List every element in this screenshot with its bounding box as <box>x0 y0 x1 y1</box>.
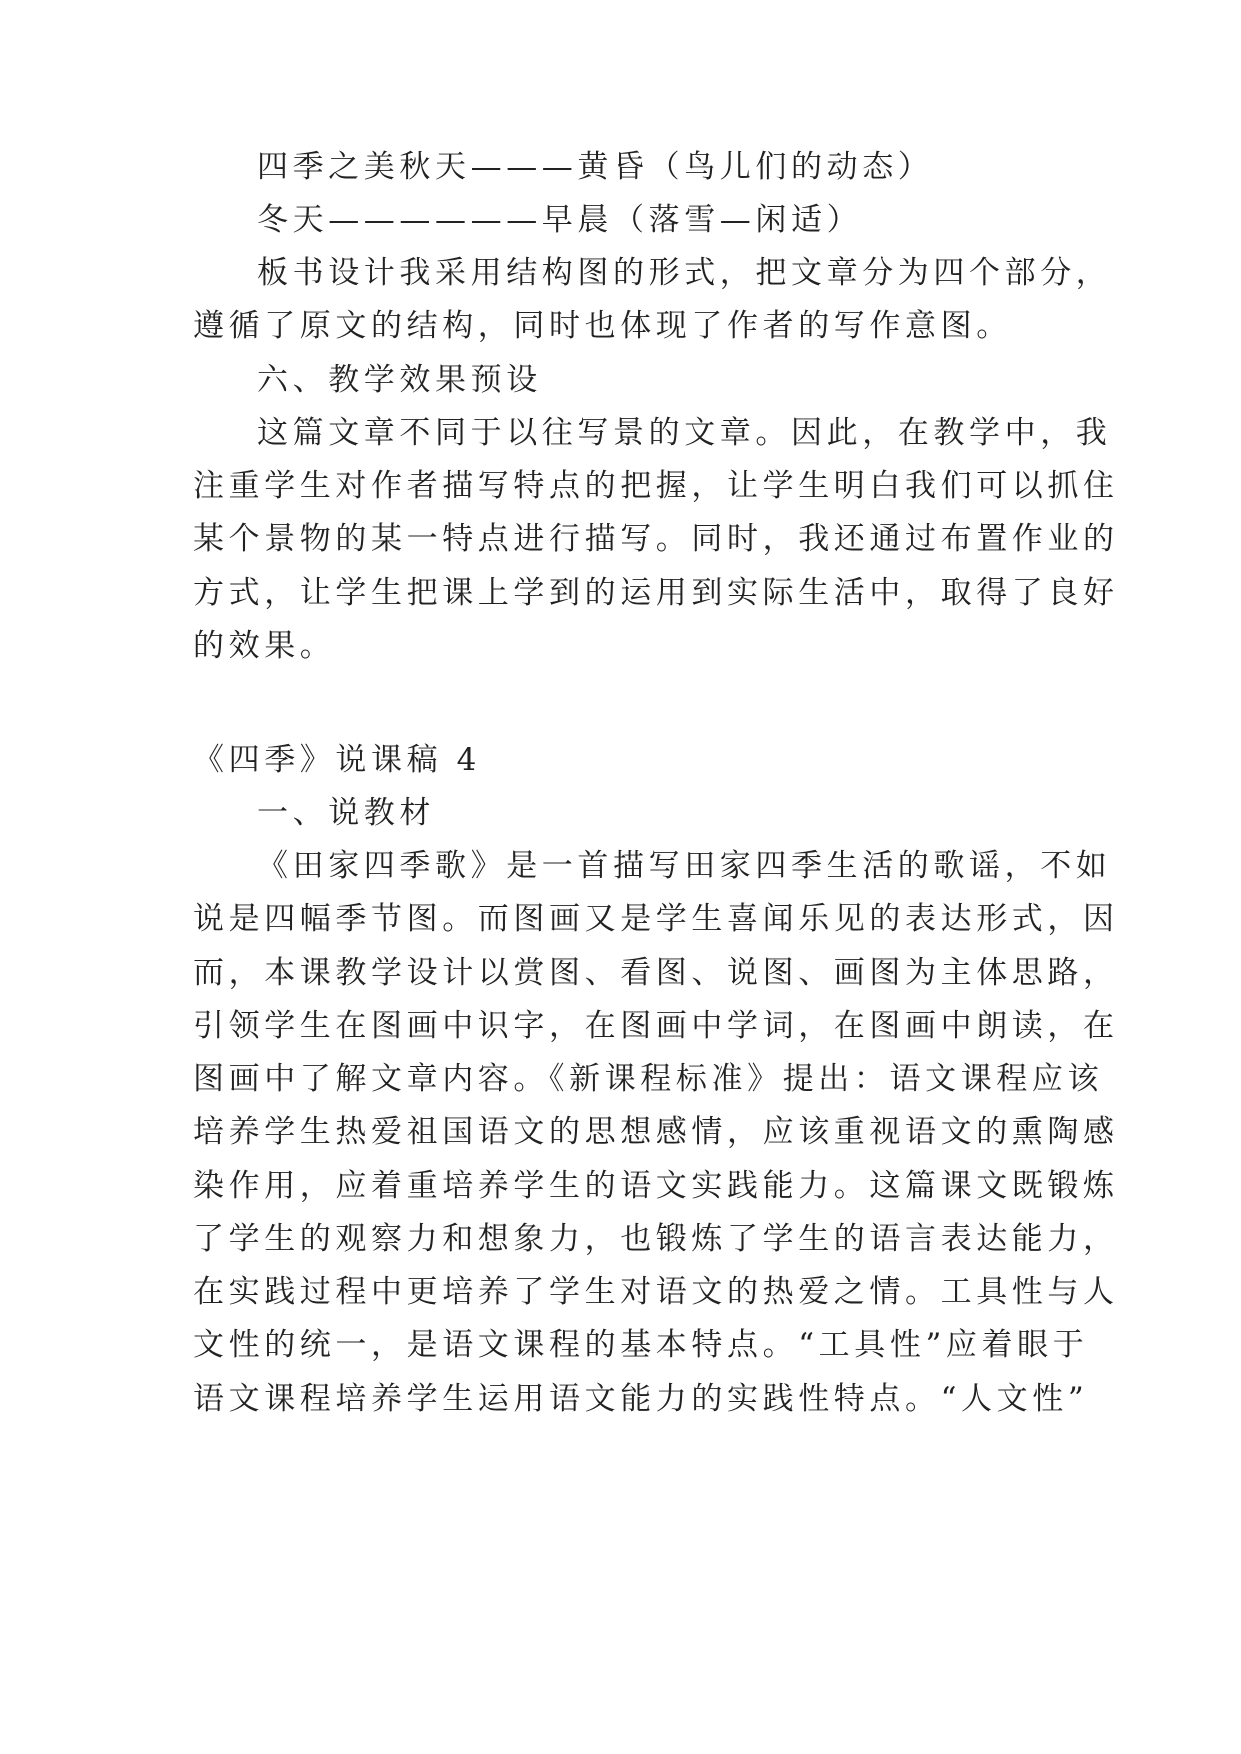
text-line-2: 冬天——————早晨（落雪—闲适） <box>257 202 863 238</box>
paragraph-line-1: 板书设计我采用结构图的形式，把文章分为四个部分， <box>257 255 1112 291</box>
paragraph-line-4: 注重学生对作者描写特点的把握，让学生明白我们可以抓住 <box>193 468 1119 504</box>
paragraph-line-9: 说是四幅季节图。而图画又是学生喜闻乐见的表达形式，因 <box>193 901 1119 937</box>
paragraph-line-6: 方式，让学生把课上学到的运用到实际生活中，取得了良好 <box>193 575 1119 611</box>
paragraph-line-2: 遵循了原文的结构，同时也体现了作者的写作意图。 <box>193 308 1012 344</box>
paragraph-line-14: 染作用，应着重培养学生的语文实践能力。这篇课文既锻炼 <box>193 1168 1119 1204</box>
paragraph-line-15: 了学生的观察力和想象力，也锻炼了学生的语言表达能力， <box>193 1221 1119 1257</box>
text-line-1: 四季之美秋天———黄昏（鸟儿们的动态） <box>257 149 934 185</box>
paragraph-line-11: 引领学生在图画中识字，在图画中学词，在图画中朗读，在 <box>193 1008 1119 1044</box>
paragraph-line-12: 图画中了解文章内容。《新课程标准》提出：语文课程应该 <box>193 1061 1104 1097</box>
paragraph-line-18: 语文课程培养学生运用语文能力的实践性特点。“人文性” <box>193 1381 1089 1417</box>
document-title: 《四季》说课稿 4 <box>193 742 481 778</box>
paragraph-line-3: 这篇文章不同于以往写景的文章。因此，在教学中，我 <box>257 415 1112 451</box>
section-heading: 六、教学效果预设 <box>257 362 542 398</box>
paragraph-line-13: 培养学生热爱祖国语文的思想感情，应该重视语文的熏陶感 <box>193 1114 1119 1150</box>
paragraph-line-7: 的效果。 <box>193 628 336 664</box>
paragraph-line-16: 在实践过程中更培养了学生对语文的热爱之情。工具性与人 <box>193 1274 1119 1310</box>
paragraph-line-5: 某个景物的某一特点进行描写。同时，我还通过布置作业的 <box>193 521 1119 557</box>
paragraph-line-17: 文性的统一，是语文课程的基本特点。“工具性”应着眼于 <box>193 1327 1089 1363</box>
paragraph-line-10: 而，本课教学设计以赏图、看图、说图、画图为主体思路， <box>193 955 1119 991</box>
paragraph-line-8: 《田家四季歌》是一首描写田家四季生活的歌谣，不如 <box>257 848 1112 884</box>
section-heading: 一、说教材 <box>257 795 435 831</box>
